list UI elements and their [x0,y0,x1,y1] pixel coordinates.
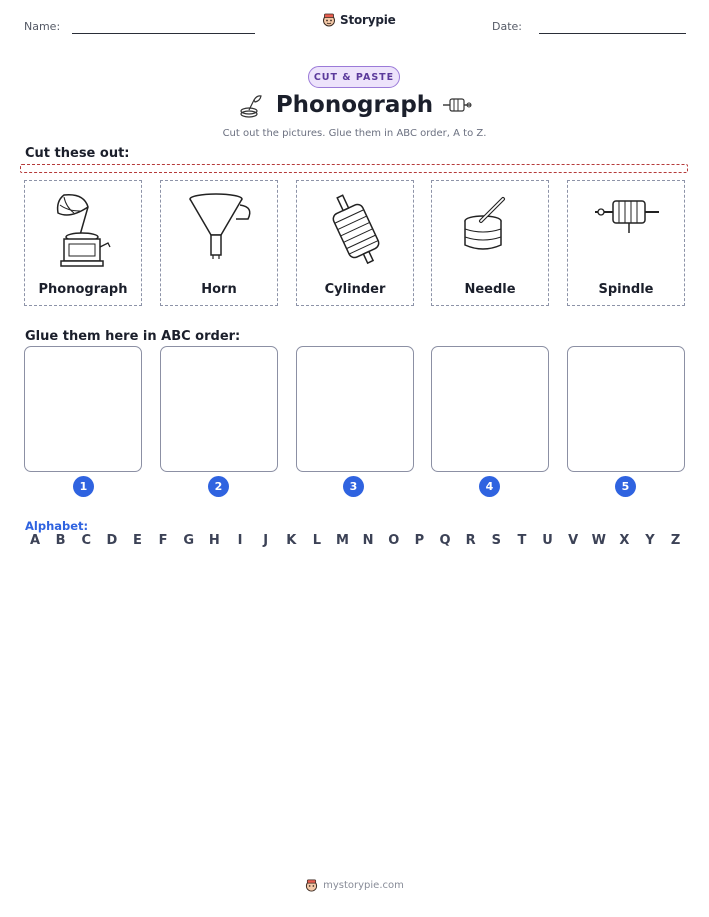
spindle-icon [587,187,667,275]
slot-number-4: 4 [479,476,500,497]
slot-number-2: 2 [208,476,229,497]
alphabet-letter: O [388,533,400,548]
glue-slot-1[interactable] [24,346,142,472]
page-title: Phonograph [275,92,434,118]
cut-card-cylinder[interactable] [296,180,414,306]
date-line[interactable] [539,33,686,34]
alphabet-letter: T [517,533,527,548]
alphabet-letter: A [29,533,41,548]
cut-card-horn[interactable] [160,180,278,306]
alphabet-letter: V [568,533,579,548]
alphabet-letter: P [414,533,425,548]
alphabet-letter: X [619,533,630,548]
glue-slot-5[interactable] [567,346,685,472]
card-label: Horn [201,282,237,297]
alphabet-letter: Y [645,533,655,548]
alphabet-letter: C [81,533,92,548]
alphabet-letter: Z [670,533,681,548]
cut-card-needle[interactable] [431,180,549,306]
slot-number-5: 5 [615,476,636,497]
funnel-horn-icon [180,187,260,275]
card-label: Phonograph [38,282,128,297]
glue-slot-3[interactable] [296,346,414,472]
alphabet-letter: L [312,533,322,548]
phonograph-icon [44,187,124,275]
instructions: Cut out the pictures. Glue them in ABC order, A to Z. [222,128,487,139]
alphabet-letter: E [133,533,142,548]
alphabet-letter: G [183,533,195,548]
card-label: Needle [464,282,516,297]
alphabet-letter: U [542,533,553,548]
slot-number-1: 1 [73,476,94,497]
alphabet-letter: H [208,533,220,548]
alphabet-letter: B [55,533,66,548]
alphabet-letter: W [591,533,606,548]
date-label: Date: [492,20,522,33]
mini-spindle-icon [442,95,472,117]
cut-section-heading: Cut these out: [25,146,130,161]
alphabet-letter: D [106,533,118,548]
cylinder-icon [316,187,396,275]
cut-paste-badge: CUT & PASTE [308,66,400,88]
name-line[interactable] [72,33,255,34]
alphabet-letter: K [286,533,297,548]
cut-line [20,164,688,173]
footer-url[interactable]: mystorypie.com [323,880,404,891]
card-label: Cylinder [324,282,386,297]
storypie-logo [322,13,396,27]
glue-slot-2[interactable] [160,346,278,472]
glue-slot-4[interactable] [431,346,549,472]
alphabet-letter: F [158,533,168,548]
cut-card-spindle[interactable] [567,180,685,306]
alphabet-letter: M [336,533,349,548]
cut-card-phonograph[interactable] [24,180,142,306]
logo-text: Storypie [340,13,396,27]
card-label: Spindle [598,282,654,297]
footer [0,879,709,892]
glue-section-heading: Glue them here in ABC order: [25,329,241,344]
slot-number-3: 3 [343,476,364,497]
storypie-mascot-icon [305,879,318,892]
alphabet-letter: N [362,533,374,548]
alphabet-letter: R [465,533,476,548]
alphabet-letter: I [237,533,243,548]
alphabet-label: Alphabet: [25,519,89,533]
alphabet-letter: J [263,533,269,548]
alphabet-letter: S [491,533,501,548]
alphabet-row [27,533,684,551]
storypie-mascot-icon [322,13,336,27]
name-label: Name: [24,20,61,33]
alphabet-letter: Q [439,533,451,548]
needle-icon [451,187,531,275]
